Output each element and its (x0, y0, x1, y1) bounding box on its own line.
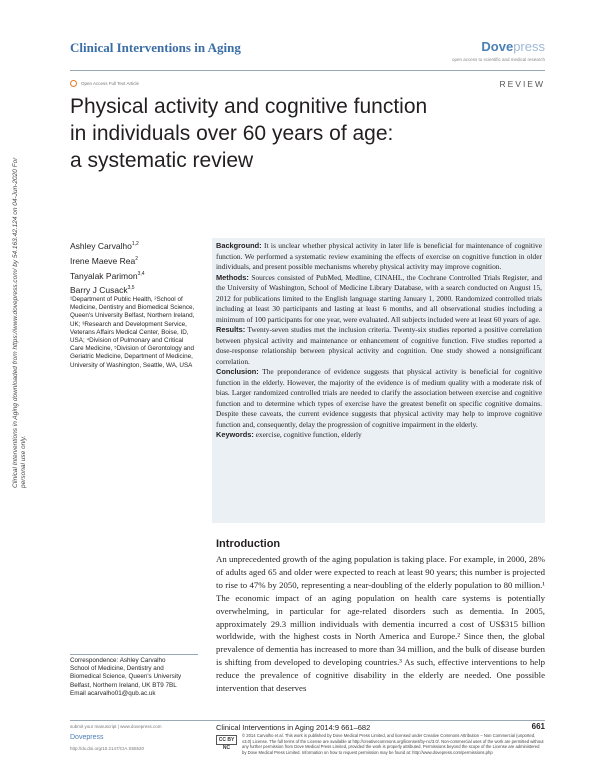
abstract-conclusion-section (216, 367, 542, 430)
page-number: 661 (531, 722, 545, 731)
section-label: Background: (216, 241, 262, 250)
correspondence-line: Biomedical Science, Queen's University (70, 673, 182, 681)
abstract-results-section (216, 325, 542, 367)
footer-divider (70, 720, 545, 721)
section-label: Conclusion: (216, 367, 259, 376)
author-affiliation-marker: 2 (135, 255, 138, 262)
header-divider (70, 70, 545, 71)
abstract-methods-section (216, 273, 542, 326)
section-text: exercise, cognitive function, elderly (255, 430, 362, 439)
journal-title: Clinical Interventions in Aging (70, 40, 241, 55)
open-access-icon (70, 80, 77, 87)
author-affiliation-marker: 3,5 (127, 285, 135, 292)
correspondence-line: Correspondence: Ashley Carvalho (70, 657, 166, 664)
correspondence-line: Belfast, Northern Ireland, UK BT9 7BL (70, 681, 177, 689)
introduction-paragraph: An unprecedented growth of the aging population is taking place. For example, in 2000, 28% of adults aged 65 and older were expected to reach at least 90 years; this number is projected to rise to 47% by 2050, representing a near-doubling of the elderly population to 80 million.¹ The economic impact of an aging population on health care systems is potentially overwhelming, in particular for age-related disorders such as dementia. In 2005, approximately 29.3 million individuals with dementia incurred a cost of US$315 billion worldwide, with the highest costs in North America and Europe.² Since then, the global prevalence of dementia has increased to more than 34 million, and the bulk of disease burden is shifting from developed to developing countries.³ As such, effective interventions to help reduce the prevalence of cognitive disability in the elderly are needed. One possible intervention that deserves (216, 554, 545, 694)
publisher-logo[interactable] (481, 39, 545, 54)
abstract-background-section (216, 241, 542, 273)
section-label: Keywords: (216, 430, 254, 439)
author-list (70, 238, 145, 297)
author-name: Tanyalak Parimon (70, 270, 138, 281)
author[interactable] (70, 238, 145, 253)
article-title (70, 93, 490, 174)
author-name: Barry J Cusack (70, 285, 128, 296)
author-name: Irene Maeve Rea (70, 255, 136, 266)
abstract (216, 241, 542, 441)
title-line-1: Physical activity and cognitive function (70, 95, 428, 118)
article-type: REVIEW (499, 79, 545, 89)
section-label: Results: (216, 325, 246, 334)
author-name: Ashley Carvalho (70, 240, 132, 251)
open-access-label (70, 80, 139, 87)
affiliations: ¹Department of Public Health, ²School of Medicine, Dentistry and Biomedical Science, Queen's University Belfast, Northern Ireland, UK; ³Research and Development Service, Veterans Affairs Medical Center, Boise, ID, USA; ⁴Division of Pulmonary and Critical Care Medicine, ⁵Division of Gerontology and Geriatric Medicine, Department of Medicine, University of Washington, Seattle, WA, USA (70, 296, 195, 369)
correspondence-line: School of Medicine, Dentistry and (70, 665, 164, 673)
license-text: © 2014 Carvalho et al. This work is published by Dove Medical Press Limited, and licensed under Creative Commons Attribution – Non Commercial (unported, v3.0) License. The full terms of the License are available at http://creativecommons.org/licenses/by-nc/3.0/. Non-commercial uses of the work are permitted without any further permission from Dove Medical Press Limited, provided the work is properly attributed. Permissions beyond the scope of the License are administered by Dove Medical Press Limited. Information on how to request permission may be found at: http://www.dovepress.com/permissions.php (242, 733, 544, 755)
journal-citation: Clinical Interventions in Aging 2014:9 661–682 (216, 723, 371, 732)
open-access-text: Open Access Full Text Article (81, 81, 139, 86)
section-text: Twenty-seven studies met the inclusion criteria. Twenty-six studies reported a positive correlation between physical activity and maintenance or enhancement of cognitive function. Five studies reported a dose-response relationship between physical activity and cognition. One study showed a nonsignificant correlation. (216, 325, 543, 366)
introduction-heading: Introduction (216, 538, 281, 550)
section-text: It is unclear whether physical activity in later life is beneficial for maintenance of cognitive function. We performed a systematic review examining the effects of exercise on cognitive function in older individuals, and present possible mechanisms whereby physical activity may improve cognition. (216, 241, 542, 271)
title-line-3: a systematic review (70, 149, 254, 172)
abstract-keywords-section (216, 430, 542, 441)
publisher-logo-bold: Dove (481, 39, 514, 54)
author-affiliation-marker: 1,2 (131, 241, 139, 247)
title-line-2: in individuals over 60 years of age: (70, 122, 394, 145)
footer-publisher-logo[interactable]: Dovepress (70, 734, 104, 741)
author[interactable] (70, 253, 145, 268)
author-affiliation-marker: 3,4 (137, 270, 145, 277)
introduction-body (216, 553, 545, 695)
correspondence (70, 657, 200, 698)
section-label: Methods: (216, 272, 249, 282)
publisher-tagline: open access to scientific and medical research (451, 57, 545, 62)
creative-commons-icon[interactable]: CC BY NC (216, 735, 237, 745)
download-sidenote (8, 148, 30, 488)
author[interactable] (70, 268, 145, 283)
publisher-logo-light: press (513, 39, 545, 54)
section-text: Sources consisted of PubMed, Medline, CINAHL, the Cochrane Controlled Trials Register, and the University of Washington, School of Medicine Library Database, with a search conducted on August 15, 2012 for publications limited to the English language starting January 1, 2000. Randomized controlled trials including at least 30 participants and lasting at least 6 months, and all observational studies including a minimum of 100 participants for one year, were evaluated. All subjects included were at least 60 years of age. (216, 272, 542, 324)
doi-link[interactable]: http://dx.doi.org/10.2147/CIA.S55520 (70, 746, 145, 751)
section-text: The preponderance of evidence suggests that physical activity is beneficial for cognitive function in the elderly. However, the majority of the evidence is of medium quality with a moderate risk of bias. Larger randomized controlled trials are needed to clarify the association between exercise and cognitive function and to determine which types of exercise have the greatest benefit on specific cognitive domains. Despite these caveats, the current evidence suggests that physical activity may help to improve cognitive function and, consequently, delay the progression of cognitive impairment in the elderly. (216, 367, 542, 429)
correspondence-divider (70, 654, 198, 655)
submit-manuscript-link[interactable]: submit your manuscript | www.dovepress.com (70, 724, 162, 729)
download-sidenote-text: Clinical Interventions in Aging downloaded from https://www.dovepress.com/ by 54.163.42.124 on 04-Jun-2020 For personal use only. (12, 157, 27, 488)
correspondence-email[interactable]: Email acarvalho01@qub.ac.uk (70, 689, 156, 697)
